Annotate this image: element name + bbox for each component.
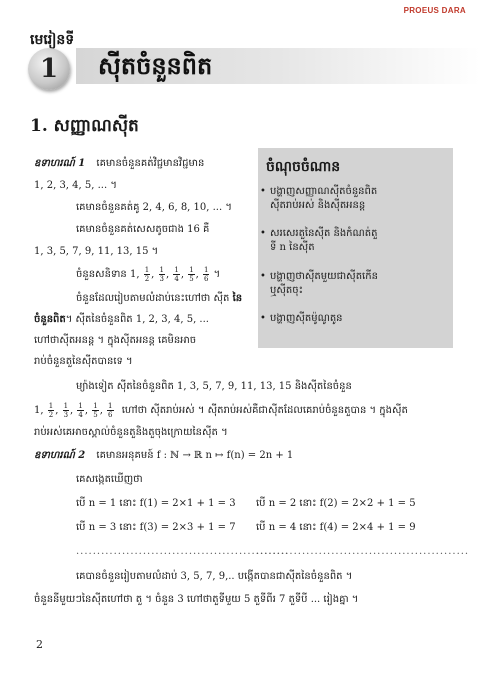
ellipsis-left: ...................................................	[76, 546, 290, 557]
objective-item	[270, 284, 446, 298]
publisher-name: PROEUS DARA	[403, 6, 466, 15]
finite-line-3: រាប់អស់គេអាចស្គាល់ចំនួនតួនិងតួចុងក្រោយនៃស៊ីត ។	[34, 427, 228, 438]
objectives-heading: ចំណុចចំណាន	[266, 159, 341, 175]
fraction: $\frac{1}{5}$	[189, 266, 194, 283]
objective-text: បង្ហាញស៊ីតម៉ូណូតូន	[270, 313, 343, 324]
ellipsis-right: ...................................................	[256, 546, 470, 557]
sequence-rational: ចំនួនសនិទាន 1, $\frac{1}{2}$ , $\frac{1}{3}$ , $\frac{1}{4}$ , $\frac{1}{5}$ , $\frac{1}{6}$ ។	[76, 266, 221, 283]
objective-text: ឬស៊ីតចុះ	[270, 285, 303, 296]
bullet-icon: •	[260, 313, 266, 324]
function-definition: គេមានអនុគមន៍ f : ℕ → ℝ n ↦ f(n) = 2n + 1	[96, 450, 294, 461]
bullet-icon: •	[260, 271, 266, 282]
sequence-natural: 1, 2, 3, 4, 5, ... ។	[34, 180, 117, 191]
section-title: 1. សញ្ញាណស៊ីត	[30, 116, 139, 136]
odd-intro: គេមានចំនួនគត់សេសតូចជាង 16 គឺ	[76, 224, 210, 235]
finite-line-1: ម្យ៉ាងទៀត ស៊ីតនៃចំនួនពិត 1, 3, 5, 7, 9, 11, 13, 15 និងស៊ីតនៃចំនួន	[76, 381, 352, 392]
conclusion-line-1: គេបានចំនួនរៀបតាមលំដាប់ 3, 5, 7, 9,.. បង្កើតបានជាស៊ីតនៃចំនួនពិត ។	[76, 571, 353, 582]
definition-line-1: ចំនួនដែលរៀបតាមលំដាប់នេះហៅថា ស៊ីត នៃ	[76, 293, 243, 304]
finite-line-2: 1, $\frac{1}{2}$ , $\frac{1}{3}$ , $\frac{1}{4}$ , $\frac{1}{5}$ , $\frac{1}{6}$ ហៅថា ស៊ីតរាប់អស់ ។ ស៊ីតរាប់អស់គឺជាស៊ីតដែលគេរាប់ចំនួនតួបាន ។ ក្នុងស៊ីត	[34, 402, 408, 419]
fraction: $\frac{1}{4}$	[174, 266, 179, 283]
sequence-even: គេមានចំនួនគត់គូ 2, 4, 6, 8, 10, ... ។	[76, 202, 232, 213]
rational-intro: ចំនួនសនិទាន 1,	[76, 269, 140, 280]
objective-text: ស៊ីតរាប់អស់ និងស៊ីតអនន្ត	[270, 200, 366, 211]
fraction: $\frac{1}{3}$	[159, 266, 164, 283]
example1-intro: គេមានចំនួនគត់វិជ្ជមានវិជ្ជមាន	[96, 158, 205, 169]
definition-line-3: ហៅថាស៊ីតអនន្ត ។ ក្នុងស៊ីតអនន្ត គេមិនអាច	[34, 335, 197, 346]
objective-item	[260, 185, 446, 199]
example2-label: ឧទាហរណ៍ 2	[34, 450, 86, 461]
lesson-title: ស៊ីតចំនួនពិត	[98, 51, 213, 80]
observe-text: គេសង្កេតឃើញថា	[76, 474, 143, 485]
fraction: $\frac{1}{6}$	[204, 266, 209, 283]
value-row-1-left: បើ n = 1 នោះ f(1) = 2×1 + 1 = 3	[76, 498, 236, 509]
bullet-icon: •	[260, 186, 266, 197]
objective-text: បង្ហាញថាស៊ីតមួយជាស៊ីតកើន	[270, 271, 378, 282]
lesson-label: មេរៀនទី	[30, 32, 75, 48]
objective-text: សរសេរតួនៃស៊ីត និងកំណត់តួ	[270, 228, 378, 239]
value-row-1-right: បើ n = 2 នោះ f(2) = 2×2 + 1 = 5	[256, 498, 416, 509]
conclusion-line-2: ចំនួននីមួយៗនៃស៊ីតហៅថា តួ ។ ចំនួន 3 ហៅថាតួទីមួយ 5 តួទីពីរ 7 តួទីបី ... រៀងគ្នា ។	[34, 594, 359, 605]
objective-text: បង្ហាញសញ្ញាណស៊ីតចំនួនពិត	[270, 186, 378, 197]
bullet-icon: •	[260, 228, 266, 239]
definition-line-4: រាប់ចំនួនតួនៃស៊ីតបានទេ ។	[34, 356, 133, 367]
objective-item	[260, 270, 446, 284]
value-row-2-left: បើ n = 3 នោះ f(3) = 2×3 + 1 = 7	[76, 522, 236, 533]
objective-item	[270, 199, 446, 213]
lesson-number-badge: 1	[28, 48, 70, 90]
page-number: 2	[36, 638, 43, 651]
objective-item	[260, 227, 446, 241]
definition-line-2: ចំនួនពិត។ ស៊ីតនៃចំនួនពិត 1, 2, 3, 4, 5, ...	[34, 314, 209, 325]
example2-header	[34, 449, 293, 463]
example1-label: ឧទាហរណ៍ 1	[34, 158, 86, 169]
objective-item	[270, 241, 446, 255]
value-row-2-right: បើ n = 4 នោះ f(4) = 2×4 + 1 = 9	[256, 522, 416, 533]
objective-text: ទី n នៃស៊ីត	[270, 242, 315, 253]
sequence-odd: 1, 3, 5, 7, 9, 11, 13, 15 ។	[34, 246, 159, 257]
fraction: $\frac{1}{2}$	[144, 266, 150, 283]
objective-item	[260, 312, 446, 326]
example1-header	[34, 157, 204, 171]
